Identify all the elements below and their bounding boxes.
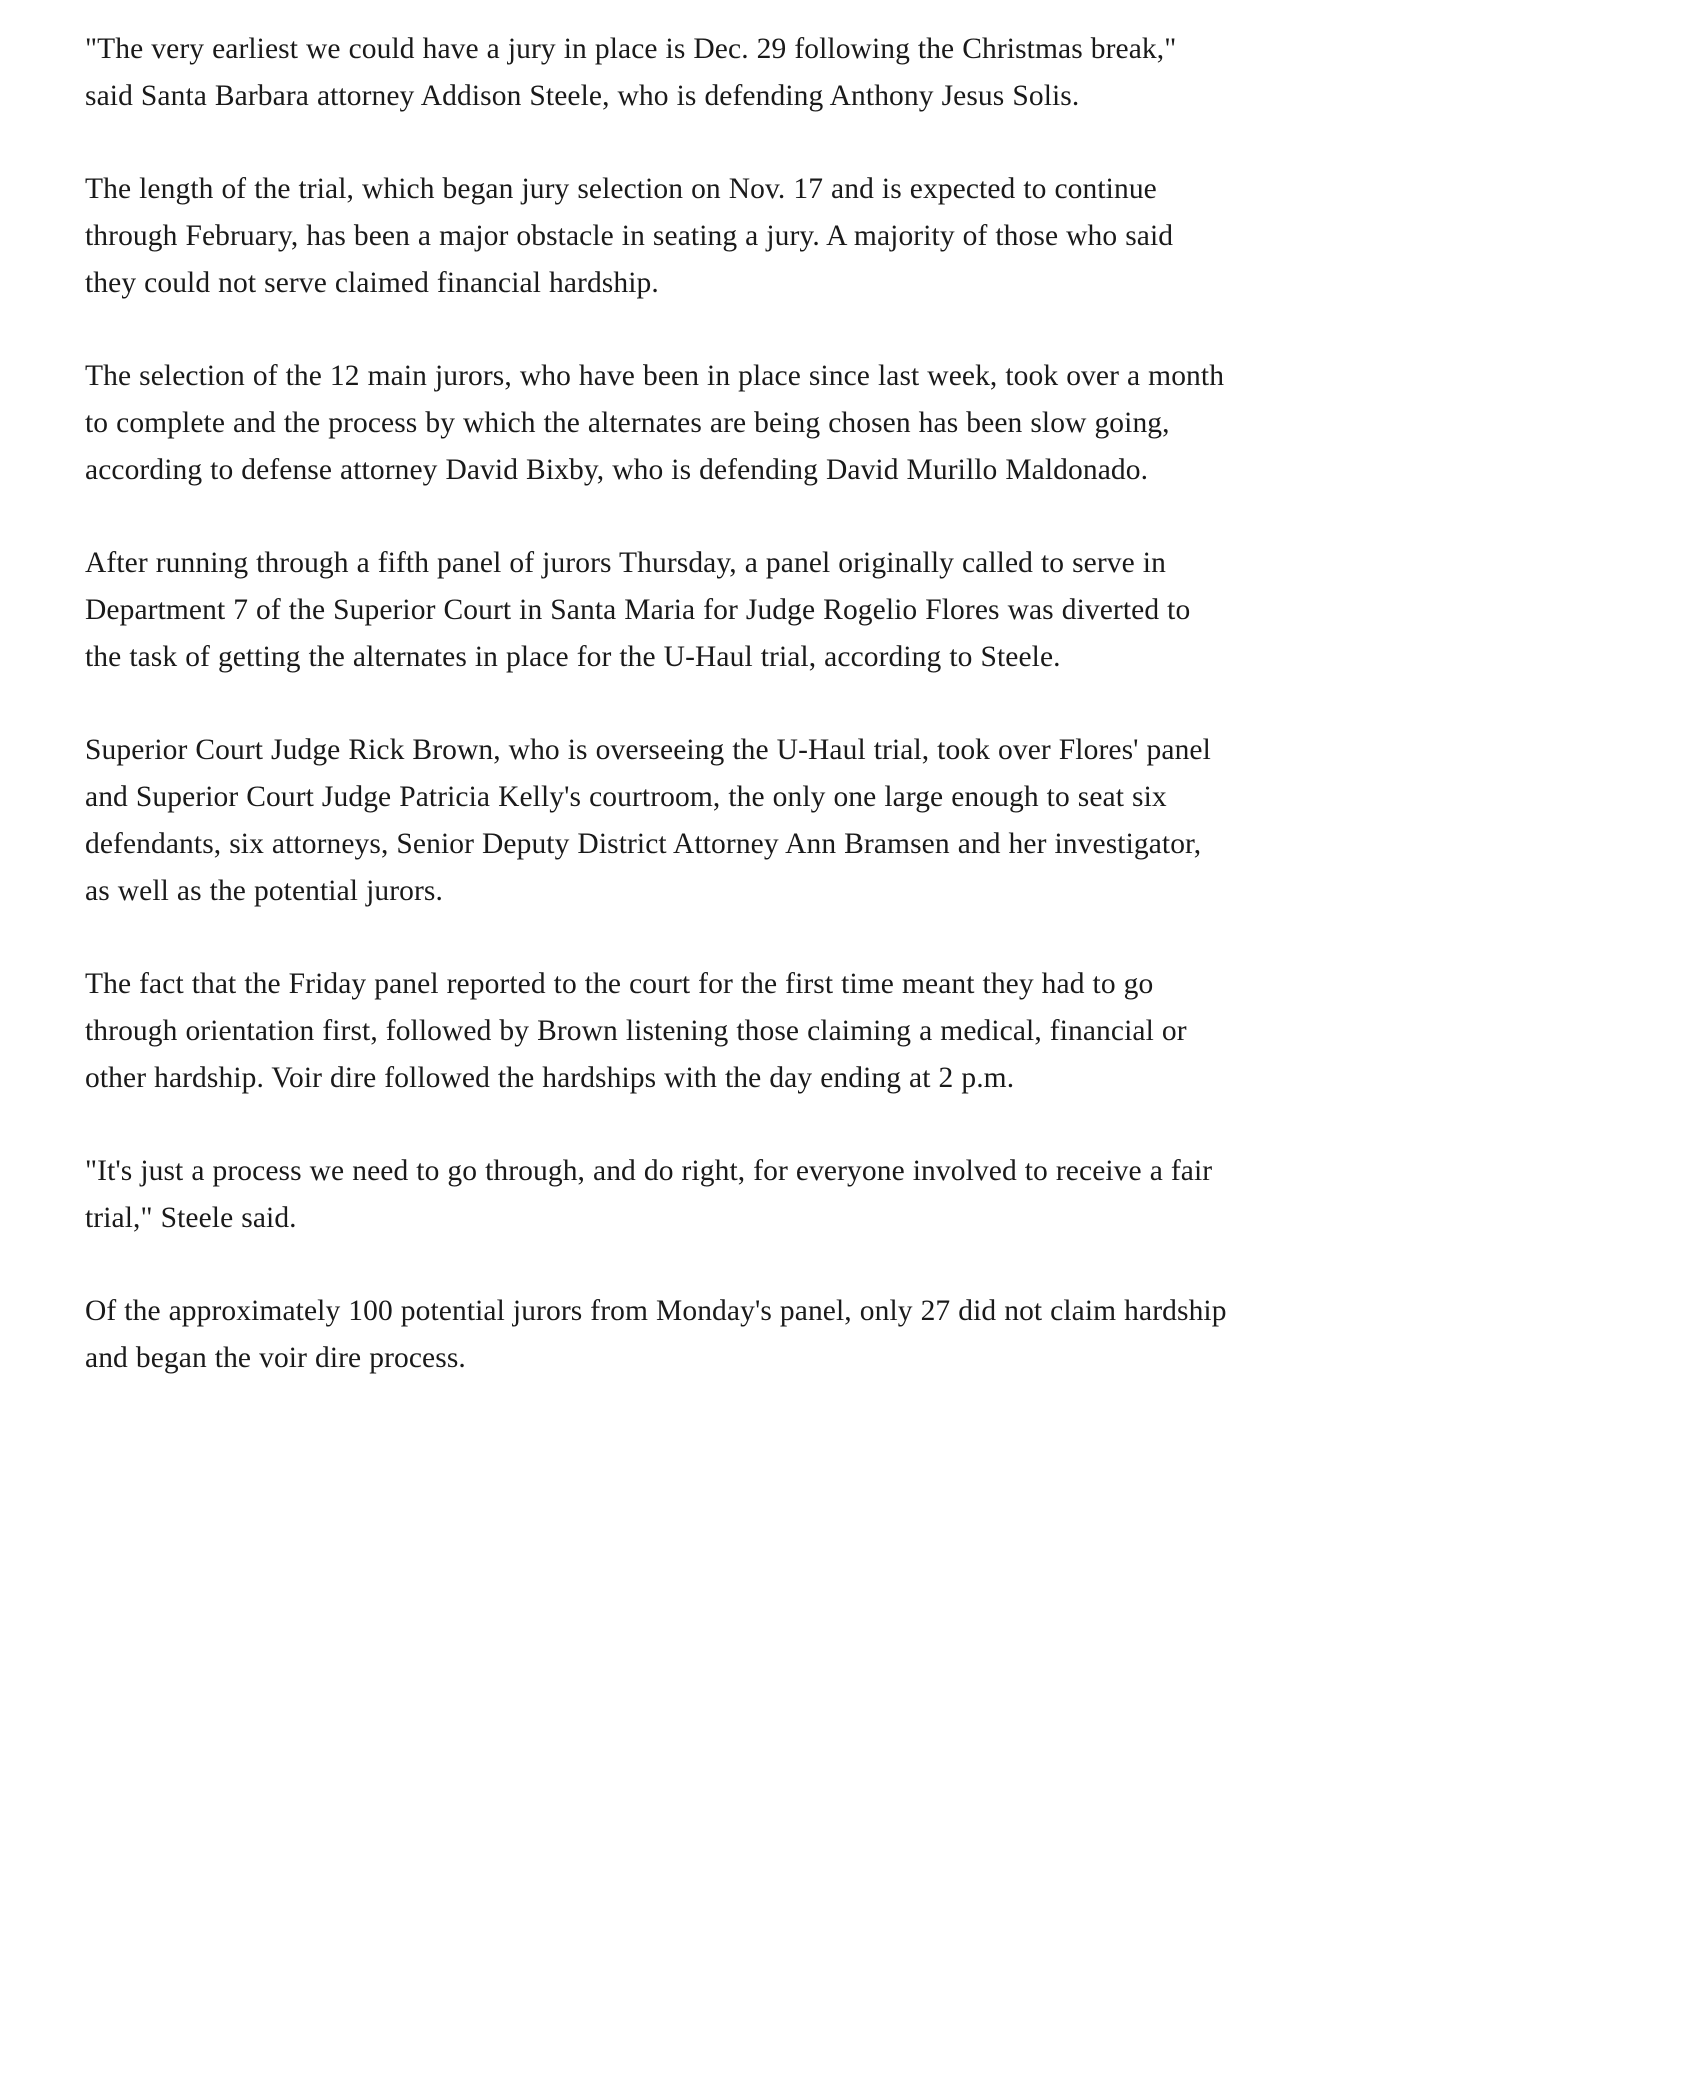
article-paragraph: Superior Court Judge Rick Brown, who is overseeing the U-Haul trial, took over Flores' panel and Superior Court Judge Patricia Kelly's courtroom, the only one large enough to seat six defendants, six attorneys, Senior Deputy District Attorney Ann Bramsen and her investigator, as well as the potential jurors. (85, 734, 1211, 907)
article-paragraph: The length of the trial, which began jury selection on Nov. 17 and is expected to continue through February, has been a major obstacle in seating a jury. A majority of those who said they could not serve claimed financial hardship. (85, 173, 1174, 299)
article-paragraph: The fact that the Friday panel reported to the court for the first time meant they had to go through orientation first, followed by Brown listening those claiming a medical, financial or other hardship. Voir dire followed the hardships with the day ending at 2 p.m. (85, 968, 1187, 1094)
article-paragraph: The selection of the 12 main jurors, who have been in place since last week, took over a month to complete and the process by which the alternates are being chosen has been slow going, according to defense attorney David Bixby, who is defending David Murillo Maldonado. (85, 360, 1225, 486)
article-paragraph: Of the approximately 100 potential jurors from Monday's panel, only 27 did not claim hardship and began the voir dire process. (85, 1295, 1227, 1374)
article-paragraph: "It's just a process we need to go through, and do right, for everyone involved to receive a fair trial," Steele said. (85, 1155, 1213, 1234)
article-paragraph: After running through a fifth panel of jurors Thursday, a panel originally called to serve in Department 7 of the Superior Court in Santa Maria for Judge Rogelio Flores was diverted to the task of getting the alternates in place for the U-Haul trial, according to Steele. (85, 547, 1191, 673)
article-paragraph: "The very earliest we could have a jury in place is Dec. 29 following the Christmas break," said Santa Barbara attorney Addison Steele, who is defending Anthony Jesus Solis. (85, 33, 1177, 112)
